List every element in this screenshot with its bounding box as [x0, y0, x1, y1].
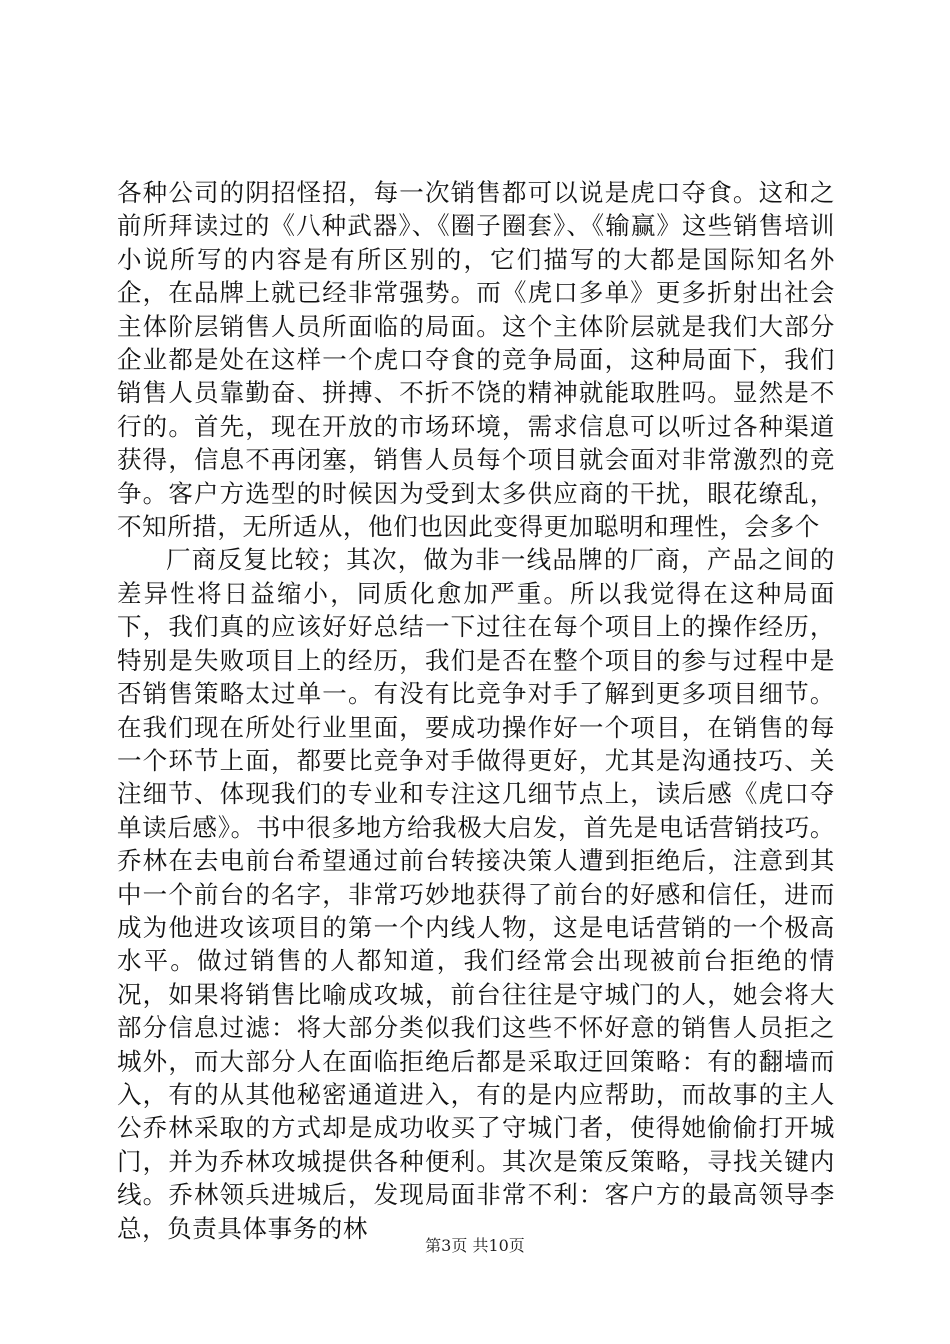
paragraph-2: 厂商反复比较；其次，做为非一线品牌的厂商，产品之间的差异性将日益缩小，同质化愈加严重。所以我觉得在这种局面下，我们真的应该好好总结一下过往在每个项目上的操作经历，特别是失败项目上的经历，我们是否在整个项目的参与过程中是否销售策略太过单一。有没有比竞争对手了解到更多项目细节。在我们现在所处行业里面，要成功操作好一个项目，在销售的每一个环节上面，都要比竞争对手做得更好，尤其是沟通技巧、关注细节、体现我们的专业和专注这几细节点上，读后感《虎口夺单读后感》。书中很多地方给我极大启发，首先是电话营销技巧。乔林在去电前台希望通过前台转接决策人遭到拒绝后，注意到其中一个前台的名字，非常巧妙地获得了前台的好感和信任，进而成为他进攻该项目的第一个内线人物，这是电话营销的一个极高水平。做过销售的人都知道，我们经常会出现被前台拒绝的情况，如果将销售比喻成攻城，前台往往是守城门的人，她会将大部分信息过滤：将大部分类似我们这些不怀好意的销售人员拒之城外，而大部分人在面临拒绝后都是采取迂回策略：有的翻墙而入，有的从其他秘密通道进入，有的是内应帮助，而故事的主人公乔林采取的方式却是成功收买了守城门者，使得她偷偷打开城门，并为乔林攻城提供各种便利。其次是策反策略，寻找关键内线。乔林领兵进城后，发现局面非常不利：客户方的最高领导李总，负责具体事务的林 [117, 545, 835, 1243]
paragraph-1: 各种公司的阴招怪招，每一次销售都可以说是虎口夺食。这和之前所拜读过的《八种武器》、《圈子圈套》、《输赢》这些销售培训小说所写的内容是有所区别的，它们描写的大都是国际知名外企，在品牌上就已经非常强势。而《虎口多单》更多折射出社会主体阶层销售人员所面临的局面。这个主体阶层就是我们大部分企业都是处在这样一个虎口夺食的竞争局面，这种局面下，我们销售人员靠勤奋、拼搏、不折不饶的精神就能取胜吗。显然是不行的。首先，现在开放的市场环境，需求信息可以听过各种渠道获得，信息不再闭塞，销售人员每个项目就会面对非常激烈的竞争。客户方选型的时候因为受到太多供应商的干扰，眼花缭乱，不知所措，无所适从，他们也因此变得更加聪明和理性，会多个 [117, 178, 835, 542]
page-footer: 第3页 共10页 [425, 1236, 525, 1255]
body-text [117, 176, 835, 1245]
